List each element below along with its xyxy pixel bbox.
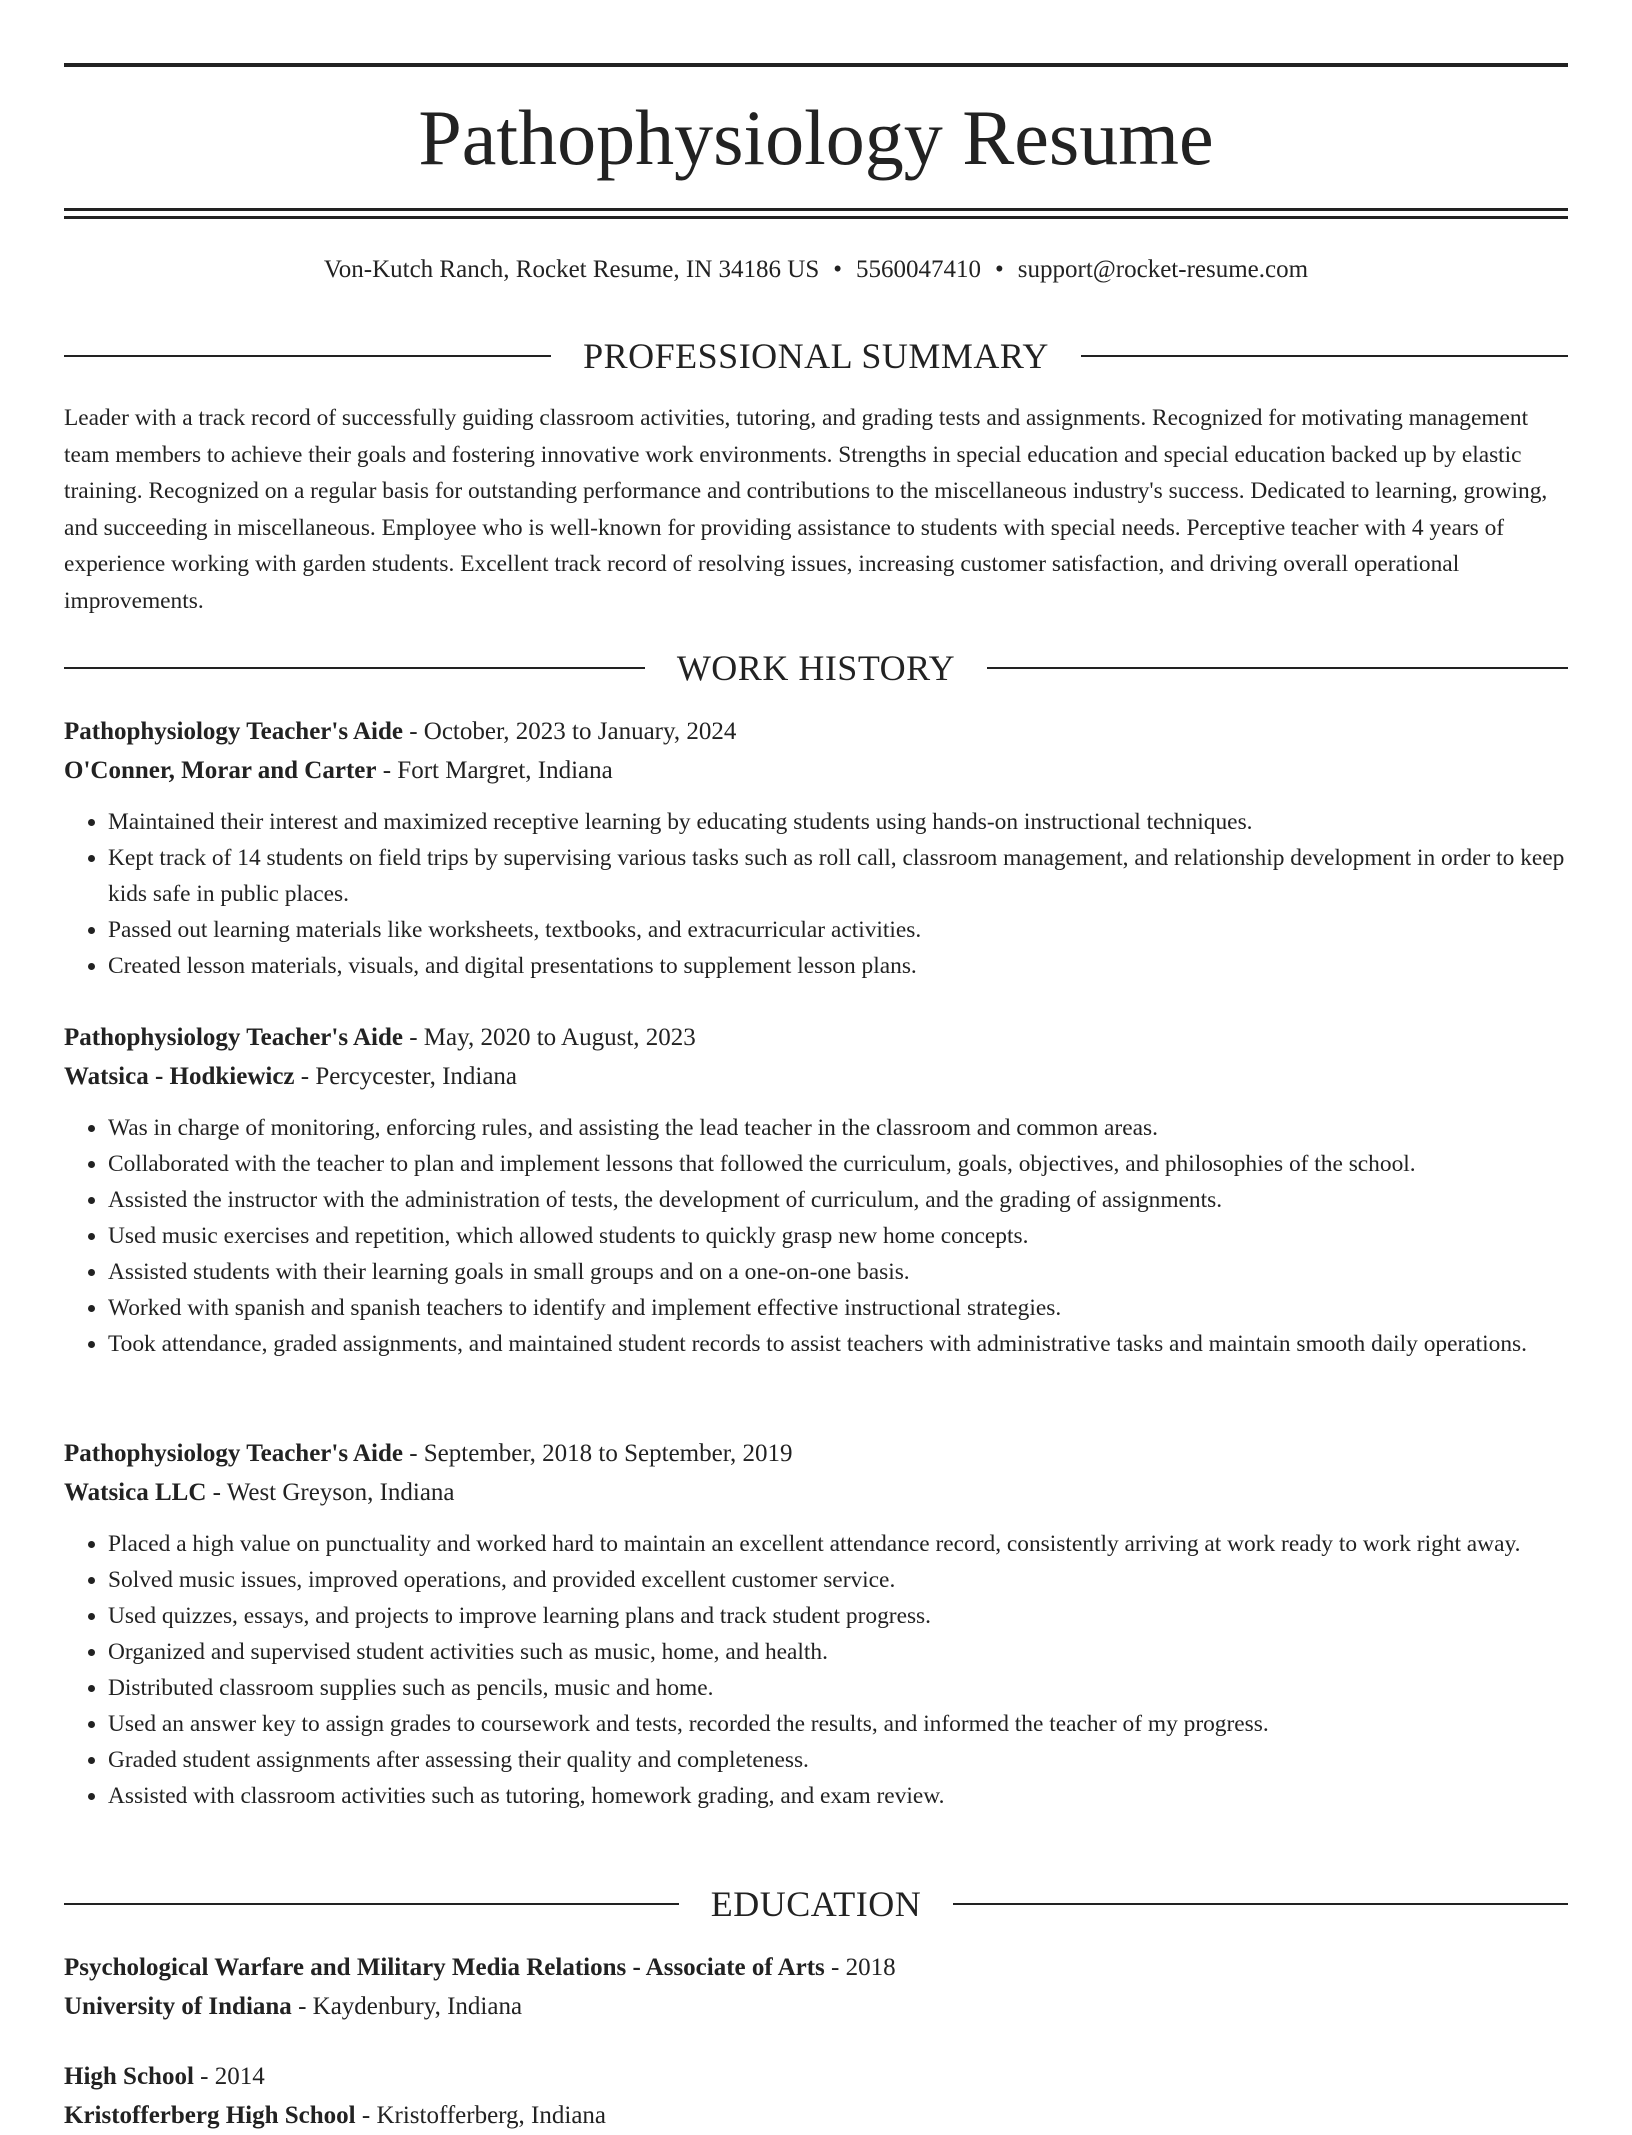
header-top-rule bbox=[64, 63, 1568, 67]
job-title-line bbox=[64, 712, 1568, 751]
job-location: - Fort Margret, Indiana bbox=[382, 757, 613, 784]
job-company: Watsica - Hodkiewicz bbox=[64, 1063, 295, 1090]
job-company: O'Conner, Morar and Carter bbox=[64, 757, 377, 784]
list-item: • Used an answer key to assign grades to coursework and tests, recorded the results, and informed the teacher of my progress. bbox=[108, 1706, 1568, 1742]
job-title: Pathophysiology Teacher's Aide bbox=[64, 1440, 403, 1467]
list-item: • Placed a high value on punctuality and worked hard to maintain an excellent attendance record, consistently arriving at work ready to work right away. bbox=[108, 1526, 1568, 1562]
job-company-line bbox=[64, 751, 1568, 790]
job-company: Watsica LLC bbox=[64, 1479, 207, 1506]
list-item: • Was in charge of monitoring, enforcing rules, and assisting the lead teacher in the classroom and common areas. bbox=[108, 1110, 1568, 1146]
header-bottom-rule bbox=[64, 208, 1568, 211]
page-title: Pathophysiology Resume bbox=[418, 94, 1214, 181]
divider bbox=[64, 1903, 679, 1905]
section-title: WORK HISTORY bbox=[676, 648, 956, 688]
job-title-line bbox=[64, 1018, 1568, 1057]
job-location: - West Greyson, Indiana bbox=[212, 1479, 455, 1506]
job-entry bbox=[64, 1434, 1568, 1814]
education-year: - 2018 bbox=[831, 1954, 896, 1981]
job-dates: - September, 2018 to September, 2019 bbox=[409, 1440, 793, 1467]
education-degree: Psychological Warfare and Military Media Relations - Associate of Arts bbox=[64, 1954, 825, 1981]
list-item: • Created lesson materials, visuals, and digital presentations to supplement lesson plans. bbox=[108, 948, 1568, 984]
list-item: • Passed out learning materials like worksheets, textbooks, and extracurricular activities. bbox=[108, 912, 1568, 948]
job-title-line bbox=[64, 1434, 1568, 1473]
education-school: Kristofferberg High School bbox=[64, 2102, 356, 2129]
job-bullets bbox=[64, 1110, 1568, 1362]
education-entry bbox=[64, 1948, 1568, 2026]
divider bbox=[64, 667, 645, 669]
list-item: • Assisted with classroom activities such as tutoring, homework grading, and exam review. bbox=[108, 1778, 1568, 1814]
contact-separator: • bbox=[833, 256, 842, 283]
job-entry bbox=[64, 712, 1568, 984]
list-item: • Distributed classroom supplies such as pencils, music and home. bbox=[108, 1670, 1568, 1706]
job-dates: - May, 2020 to August, 2023 bbox=[409, 1024, 696, 1051]
divider bbox=[64, 355, 551, 357]
job-entry bbox=[64, 1018, 1568, 1362]
list-item: • Took attendance, graded assignments, and maintained student records to assist teachers with administrative tasks and maintain smooth daily operations. bbox=[108, 1326, 1568, 1362]
job-company-line bbox=[64, 1057, 1568, 1096]
education-location: - Kaydenbury, Indiana bbox=[298, 1993, 523, 2020]
education-school-line bbox=[64, 2096, 1568, 2135]
contact-address: Von-Kutch Ranch, Rocket Resume, IN 34186 US bbox=[323, 256, 820, 283]
section-title: EDUCATION bbox=[710, 1884, 922, 1924]
list-item: • Used quizzes, essays, and projects to improve learning plans and track student progress. bbox=[108, 1598, 1568, 1634]
contact-line bbox=[64, 252, 1568, 288]
job-company-line bbox=[64, 1473, 1568, 1512]
divider bbox=[953, 1903, 1568, 1905]
list-item: • Assisted the instructor with the administration of tests, the development of curriculum, and the grading of assignments. bbox=[108, 1182, 1568, 1218]
contact-phone: 5560047410 bbox=[856, 256, 981, 283]
divider bbox=[987, 667, 1568, 669]
list-item: • Used music exercises and repetition, which allowed students to quickly grasp new home concepts. bbox=[108, 1218, 1568, 1254]
section-heading-work bbox=[64, 646, 1568, 690]
list-item: • Maintained their interest and maximized receptive learning by educating students using hands-on instructional techniques. bbox=[108, 804, 1568, 840]
job-location: - Percycester, Indiana bbox=[300, 1063, 518, 1090]
list-item: • Organized and supervised student activities such as music, home, and health. bbox=[108, 1634, 1568, 1670]
list-item: • Kept track of 14 students on field trips by supervising various tasks such as roll call, classroom management, and relationship development in order to keep kids safe in public places. bbox=[108, 840, 1568, 912]
education-school: University of Indiana bbox=[64, 1993, 292, 2020]
education-degree-line bbox=[64, 2057, 1568, 2096]
education-degree-line bbox=[64, 1948, 1568, 1987]
list-item: • Solved music issues, improved operations, and provided excellent customer service. bbox=[108, 1562, 1568, 1598]
education-year: - 2014 bbox=[200, 2063, 265, 2090]
job-bullets bbox=[64, 804, 1568, 984]
list-item: • Worked with spanish and spanish teachers to identify and implement effective instructional strategies. bbox=[108, 1290, 1568, 1326]
summary-text: Leader with a track record of successfully guiding classroom activities, tutoring, and grading tests and assignments. Recognized for motivating management team members to achieve their goals and fostering innovative work environments. Strengths in special education and special education backed up by elastic training. Recognized on a regular basis for outstanding performance and contributions to the miscellaneous industry's success. Dedicated to learning, growing, and succeeding in miscellaneous. Employee who is well-known for providing assistance to students with special needs. Perceptive teacher with 4 years of experience working with garden students. Excellent track record of resolving issues, increasing customer satisfaction, and driving overall operational improvements. bbox=[64, 405, 1548, 614]
divider bbox=[1081, 355, 1568, 357]
section-heading-summary bbox=[64, 334, 1568, 378]
job-dates: - October, 2023 to January, 2024 bbox=[409, 718, 737, 745]
job-title: Pathophysiology Teacher's Aide bbox=[64, 1024, 403, 1051]
list-item: • Assisted students with their learning goals in small groups and on a one-on-one basis. bbox=[108, 1254, 1568, 1290]
education-degree: High School bbox=[64, 2063, 194, 2090]
section-title: PROFESSIONAL SUMMARY bbox=[583, 336, 1049, 376]
education-school-line bbox=[64, 1987, 1568, 2026]
list-item: • Graded student assignments after assessing their quality and completeness. bbox=[108, 1742, 1568, 1778]
list-item: • Collaborated with the teacher to plan and implement lessons that followed the curriculum, goals, objectives, and philosophies of the school. bbox=[108, 1146, 1568, 1182]
contact-separator: • bbox=[995, 256, 1004, 283]
job-bullets bbox=[64, 1526, 1568, 1814]
education-entry bbox=[64, 2057, 1568, 2135]
section-heading-education bbox=[64, 1882, 1568, 1926]
education-location: - Kristofferberg, Indiana bbox=[361, 2102, 607, 2129]
header-bottom-rule-2 bbox=[64, 216, 1568, 219]
job-title: Pathophysiology Teacher's Aide bbox=[64, 718, 403, 745]
contact-email[interactable]: support@rocket-resume.com bbox=[1017, 256, 1309, 283]
